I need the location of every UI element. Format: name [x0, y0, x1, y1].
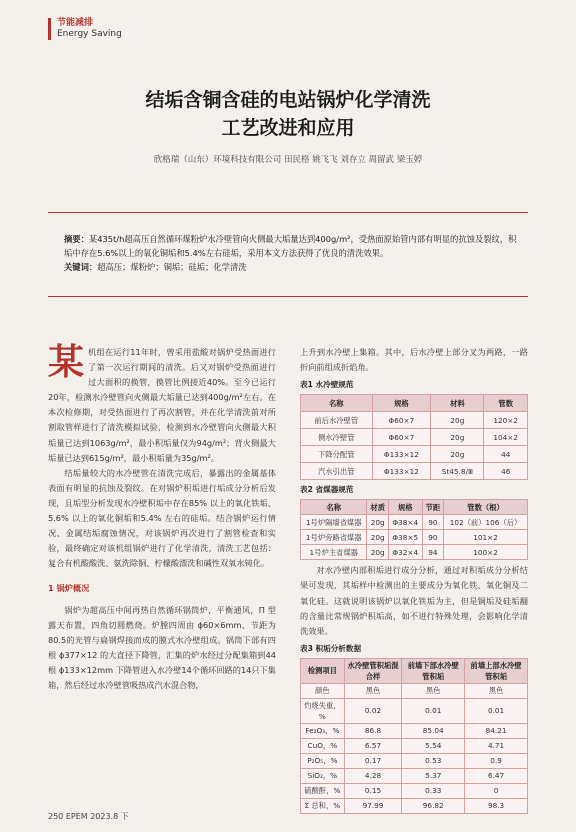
table2-cell-1-0: 1号炉旁路省煤器: [301, 530, 367, 545]
section-tag: [48, 18, 122, 40]
paragraph-intro: 某机组在运行11年时，曾采用盐酸对锅炉受热面进行了第一次运行期间的清洗。后又对锅炉受热面进行过大面积的换管，换管比例接近40%。至今已运行20年，检测水冷壁管向火侧最大垢量已达到400g/m²左右。在本次检修期，对受热面进行了再次割管，并在化学清洗前对所割取管样进行了清洗模拟试验，检测到水冷壁管向火侧最大积垢量已达到1063g/m²，最小积垢量仅为94g/m²；背火侧最大垢量已达到615g/m²，最小积垢量为35g/m²。: [48, 342, 276, 463]
table2-cell-0-2: Φ38×4: [388, 515, 422, 530]
section-heading-1: 1 锅炉概况: [48, 583, 90, 594]
table-row: [301, 723, 528, 738]
table2-header-1: 材质: [367, 500, 388, 515]
table1-cell-3-0: 汽水引出管: [301, 463, 373, 480]
table-row: [301, 753, 528, 768]
table2-cell-0-0: 1号炉隔墙省煤器: [301, 515, 367, 530]
section-title-cn: 节能减排: [57, 18, 94, 28]
table3-cell-1-2: 0.01: [402, 698, 465, 723]
table2-cell-1-4: 101×2: [444, 530, 528, 545]
table3-caption: 表3 积垢分析数据: [300, 643, 362, 653]
table3-cell-6-2: 0.33: [402, 783, 465, 798]
table1-cell-3-1: Φ133×12: [372, 463, 431, 480]
table3: [300, 658, 528, 814]
table1-cell-2-3: 44: [484, 446, 528, 463]
left-column: [48, 342, 276, 693]
table-row: [301, 429, 528, 446]
table2-header-2: 规格: [388, 500, 422, 515]
table2-cell-1-1: 20g: [367, 530, 388, 545]
paragraph-4: 对水冷壁内部积垢进行成分分析，通过对积垢成分分析结果可发现，其垢样中检测出的主要成分为氧化铁、氧化铜及二氧化硅。这就说明该锅炉以氧化铁垢为主，但是铜垢及硅垢翻的含量比常规锅炉积垢高，如不进行特殊处理，会影响化学清洗效果。: [300, 565, 528, 636]
paragraph-2: 结垢量较大的水冷壁管在清洗完成后，暴露出的金属基体表面有明显的抗蚀及裂纹。在对锅炉积垢进行垢成分分析后发现，且垢型分析发现水冷壁积垢中存在85% 以上的氧化铁垢、5.6% 以上的氧化铜垢和5.4% 左右的硅垢。结合锅炉运行情况、金属结垢腐蚀情况，对该锅炉再次进行了割管检查和实验，最终确定对该机组锅炉进行了化学清洗，清洗工艺包括：复合有机酸酸洗、氨洗除铜、柠檬酸漂洗和碱性双氧水钝化。: [48, 467, 276, 569]
table1-cell-0-1: Φ60×7: [372, 412, 431, 429]
table3-header-0: 检测项目: [301, 658, 345, 683]
table-row: [301, 683, 528, 698]
table1-cell-2-0: 下降分配管: [301, 446, 373, 463]
table3-cell-0-1: 黑色: [344, 683, 402, 698]
table3-cell-4-1: 0.17: [344, 753, 402, 768]
table-row: [301, 515, 528, 530]
abstract-bottom-rule: [48, 296, 528, 297]
table2-header-3: 节距: [422, 500, 443, 515]
table1-cell-1-0: 侧水冷壁管: [301, 429, 373, 446]
table3-cell-7-2: 96.82: [402, 798, 465, 813]
abstract-label: 摘要：: [64, 234, 89, 244]
table3-cell-5-0: SiO₂，%: [301, 768, 345, 783]
table2-cell-0-3: 90: [422, 515, 443, 530]
abstract-top-rule: [48, 212, 528, 213]
authors: 欣格瑞（山东）环境科技有限公司 田民格 姚飞飞 刘存立 周留武 梁玉婷: [153, 155, 423, 165]
table3-cell-4-0: P₂O₅，%: [301, 753, 345, 768]
title-line-2: 工艺改进和应用: [221, 117, 355, 139]
table2-cell-2-4: 100×2: [444, 545, 528, 560]
table-row: [301, 446, 528, 463]
table3-cell-1-3: 0.01: [465, 698, 528, 723]
table3-cell-6-0: 硫酸酐，%: [301, 783, 345, 798]
table3-cell-2-1: 86.8: [344, 723, 402, 738]
table1-header-3: 管数: [484, 395, 528, 412]
table-row: [301, 768, 528, 783]
table1: [300, 394, 528, 480]
table3-cell-2-2: 85.04: [402, 723, 465, 738]
abstract-text: 某435t/h超高压自然循环煤粉炉水冷壁管向火侧最大垢量达到400g/m²，受热面原始管内部有明显的抗蚀及裂纹，积垢中存在5.6%以上的氧化铜垢和5.4%左右硅垢，采用本文方法获得了优良的清洗效果。: [64, 234, 517, 258]
table3-cell-7-1: 97.99: [344, 798, 402, 813]
table1-header-1: 规格: [372, 395, 431, 412]
table2-header-4: 管数（根）: [444, 500, 528, 515]
keywords-text: 超高压；煤粉炉；铜垢；硅垢；化学清洗: [97, 262, 247, 272]
table2-cell-0-1: 20g: [367, 515, 388, 530]
table1-caption: 表1 水冷壁规范: [300, 380, 354, 390]
table2-cell-0-4: 102（前）106（后）: [444, 515, 528, 530]
table2-cell-2-2: Φ32×4: [388, 545, 422, 560]
table3-header-3: 前墙上部水冷壁管积垢: [465, 658, 528, 683]
table2-cell-1-3: 90: [422, 530, 443, 545]
table3-cell-1-1: 0.02: [344, 698, 402, 723]
table2-cell-2-1: 20g: [367, 545, 388, 560]
table3-cell-6-3: 0: [465, 783, 528, 798]
table2-cell-2-3: 94: [422, 545, 443, 560]
section-title-en: Energy Saving: [57, 29, 122, 39]
table1-header-2: 材料: [431, 395, 484, 412]
title-line-1: 结垢含铜含硅的电站锅炉化学清洗: [145, 89, 431, 111]
table-row: [301, 412, 528, 429]
table3-cell-5-2: 5.37: [402, 768, 465, 783]
table1-cell-2-1: Φ133×12: [372, 446, 431, 463]
table2-cell-1-2: Φ38×5: [388, 530, 422, 545]
table3-cell-2-0: Fe₂O₃，%: [301, 723, 345, 738]
table3-cell-3-2: 5.54: [402, 738, 465, 753]
table-row: [301, 545, 528, 560]
table1-cell-1-1: Φ60×7: [372, 429, 431, 446]
table3-cell-0-2: 黑色: [402, 683, 465, 698]
table3-cell-7-3: 98.3: [465, 798, 528, 813]
table2-caption: 表2 省煤器规范: [300, 485, 354, 495]
right-column: [300, 345, 528, 814]
table-row: [301, 738, 528, 753]
drop-cap: 某: [48, 342, 85, 383]
table-row: [301, 698, 528, 723]
table3-cell-5-3: 6.47: [465, 768, 528, 783]
table1-cell-1-2: 20g: [431, 429, 484, 446]
table3-cell-0-0: 颜色: [301, 683, 345, 698]
keywords-label: 关键词：: [64, 262, 98, 272]
table3-cell-7-0: Σ 总和，%: [301, 798, 345, 813]
table2: [300, 499, 528, 560]
table1-cell-0-2: 20g: [431, 412, 484, 429]
table2-header-0: 名称: [301, 500, 367, 515]
paragraph-3: 锅炉为超高压中间再热自然循环锅筒炉，平衡通风，Π 型露天布置，四角切圆燃烧。炉膛四周由 ϕ60×6mm、节距为80.5的光管与扁钢焊接而成的膜式水冷壁组成。锅筒下部有四根 ϕ377×12 的大直径下降管，汇集的炉水经过分配集箱到44根 ϕ133×12mm 下降管进入水冷壁14个循环回路的14只下集箱，然后经过水冷壁管吸热成汽水混合物，: [48, 604, 276, 690]
table3-cell-3-0: CuO，%: [301, 738, 345, 753]
page-footer: 250 EPEM 2023.8 下: [48, 812, 129, 821]
table3-cell-0-3: 黑色: [465, 683, 528, 698]
table2-cell-2-0: 1号炉主省煤器: [301, 545, 367, 560]
table-row: [301, 798, 528, 813]
table3-cell-1-0: 灼烧失重，%: [301, 698, 345, 723]
table3-header-1: 水冷壁管积垢混合样: [344, 658, 402, 683]
table3-cell-3-3: 4.71: [465, 738, 528, 753]
table1-cell-3-2: St45.8/Ⅲ: [431, 463, 484, 480]
table1-cell-2-2: 20g: [431, 446, 484, 463]
table3-cell-3-1: 6.57: [344, 738, 402, 753]
table3-header-2: 前墙下部水冷壁管积垢: [402, 658, 465, 683]
paragraph-continued: 上升到水冷壁上集箱。其中，后水冷壁上部分叉为两路，一路折向前组成折焰角。: [300, 347, 528, 373]
table3-cell-2-3: 84.21: [465, 723, 528, 738]
table1-cell-0-3: 120×2: [484, 412, 528, 429]
table-row: [301, 530, 528, 545]
table3-cell-4-2: 0.53: [402, 753, 465, 768]
table-row: [301, 783, 528, 798]
abstract: [64, 232, 524, 274]
table1-cell-0-0: 前后水冷壁管: [301, 412, 373, 429]
table-row: [301, 463, 528, 480]
table1-cell-1-3: 104×2: [484, 429, 528, 446]
table3-cell-4-3: 0.9: [465, 753, 528, 768]
table3-cell-5-1: 4.28: [344, 768, 402, 783]
table1-cell-3-3: 46: [484, 463, 528, 480]
table3-cell-6-1: 0.15: [344, 783, 402, 798]
article-title: [0, 86, 576, 142]
table1-header-0: 名称: [301, 395, 373, 412]
